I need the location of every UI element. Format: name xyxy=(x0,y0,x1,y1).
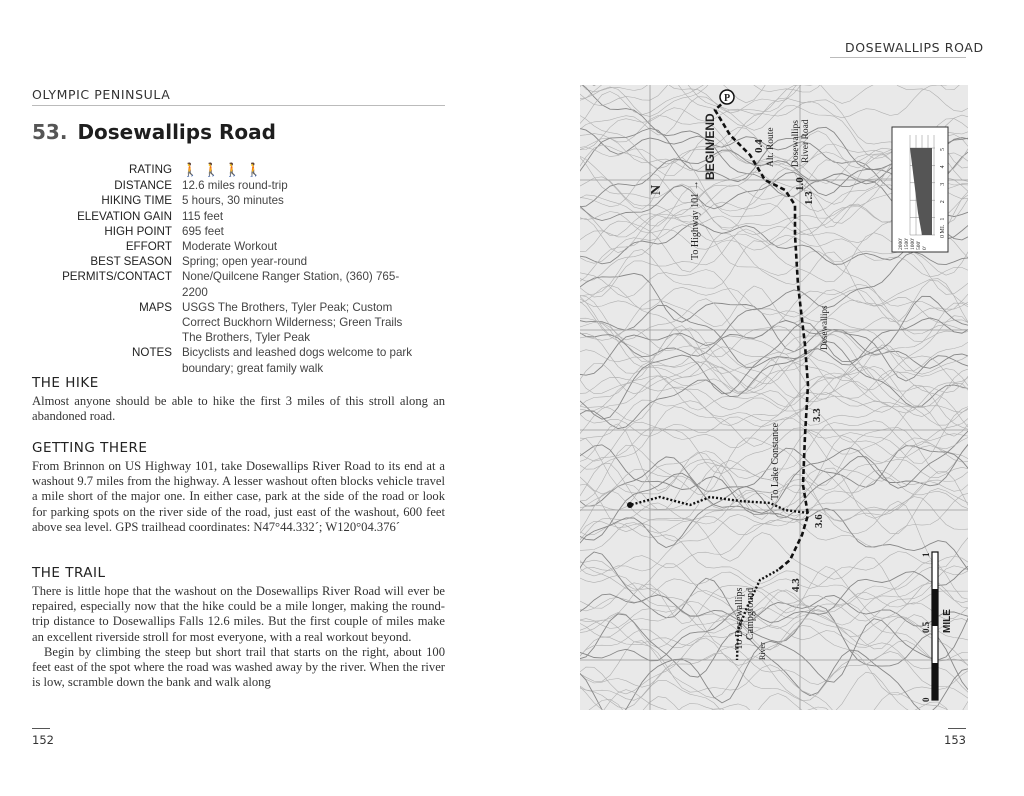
stat-label: PERMITS/CONTACT xyxy=(62,270,172,284)
parking-label: P xyxy=(723,93,731,104)
to-campground-label: Campground xyxy=(745,587,756,640)
paragraph: From Brinnon on US Highway 101, take Dosewallips River Road to its end at a washout 9.7 miles from the highway. A lesser washout often blocks vehicle travel a mile short of the major one. In either case, park at the side of the road or look for parking spots on the river side of the road, just east of the washout, 600 feet above sea level. GPS trailhead coordinates: N47°44.332´; W120°04.376´ xyxy=(32,459,445,534)
page-number-left: 152 xyxy=(32,733,54,747)
mileage-marker: 1.3 xyxy=(803,191,815,205)
hiker-icon: 🚶 xyxy=(245,162,262,177)
stat-value: USGS The Brothers, Tyler Peak; Custom Correct Buckhorn Wilderness; Green Trails The Brothers, Tyler Peak xyxy=(182,300,403,345)
scale-bar xyxy=(921,552,953,702)
getting-there-text xyxy=(32,459,445,535)
profile-y-tick: 2000' xyxy=(898,238,904,250)
section-heading-getting-there: GETTING THERE xyxy=(32,440,148,456)
page-number-right: 153 xyxy=(944,733,966,747)
to-campground-label: To Dosewallips xyxy=(734,587,745,650)
stat-label: HIKING TIME xyxy=(101,194,172,208)
stat-row xyxy=(32,254,422,269)
road-label: Dosewallips xyxy=(791,120,801,167)
hiker-icon: 🚶 xyxy=(203,162,220,177)
topographic-map xyxy=(580,85,968,710)
mileage-marker: 3.3 xyxy=(811,408,823,422)
stat-label: ELEVATION GAIN xyxy=(77,209,172,223)
stat-row xyxy=(32,224,422,239)
scale-unit: MILE xyxy=(942,609,953,633)
header-rule xyxy=(32,105,445,106)
stat-row xyxy=(32,193,422,208)
stat-row xyxy=(32,209,422,224)
profile-x-tick: 0 MI. xyxy=(940,224,946,238)
profile-x-tick: 3 xyxy=(940,182,946,186)
stat-value: 695 feet xyxy=(182,224,224,238)
stat-value: Bicyclists and leashed dogs welcome to park boundary; great family walk xyxy=(182,346,413,375)
profile-y-tick: 1500' xyxy=(904,238,910,250)
mileage-marker: 1.0 xyxy=(794,177,806,191)
stat-label: BEST SEASON xyxy=(90,255,172,269)
lake-constance-marker xyxy=(627,502,633,508)
stat-value: 5 hours, 30 minutes xyxy=(182,194,284,208)
running-head-left: OLYMPIC PENINSULA xyxy=(32,87,171,102)
profile-x-tick: 5 xyxy=(940,148,946,151)
profile-x-tick: 1 xyxy=(940,217,946,221)
paragraph: There is little hope that the washout on the Dosewallips River Road will ever be repaired, especially now that the hike could be a mile longer, making the round-trip distance to Dosewallips Falls 12.6 miles. But the first couple of miles make an excellent riverside stroll for most everyone, with a real workout beyond. xyxy=(32,584,445,644)
profile-x-tick: 4 xyxy=(940,165,946,169)
river-label: River xyxy=(758,642,767,660)
section-heading-hike: THE HIKE xyxy=(32,375,99,391)
hike-stats xyxy=(32,162,422,376)
mileage-marker: 3.6 xyxy=(813,514,825,528)
hike-text xyxy=(32,394,445,424)
hike-title xyxy=(32,120,276,144)
stat-row xyxy=(32,300,422,346)
stat-value: 12.6 miles round-trip xyxy=(182,179,288,193)
hike-name: Dosewallips Road xyxy=(77,120,276,144)
mileage-marker: 4.3 xyxy=(790,578,802,592)
scale-tick: 1 xyxy=(921,552,931,557)
stat-value: Spring; open year-round xyxy=(182,255,308,269)
header-rule xyxy=(830,57,966,58)
stat-row xyxy=(32,239,422,254)
paragraph: Begin by climbing the steep but short trail that starts on the right, about 100 feet east of the spot where the road was washed away by the river. When the river is low, scramble down the bank and walk along xyxy=(32,644,445,690)
stat-row xyxy=(32,178,422,193)
mileage-marker: 0.4 xyxy=(753,139,765,153)
stat-label: HIGH POINT xyxy=(104,224,172,238)
profile-y-tick: 1000' xyxy=(910,238,916,250)
profile-y-tick: 0' xyxy=(922,246,928,250)
stat-value: None/Quilcene Ranger Station, (360) 765-2200 xyxy=(182,270,400,299)
hiker-icon: 🚶 xyxy=(224,162,241,177)
scale-tick: 0 xyxy=(921,697,931,702)
scale-tick: 0.5 xyxy=(921,621,931,633)
stat-label: MAPS xyxy=(139,300,172,314)
stat-value: Moderate Workout xyxy=(182,240,278,254)
stat-value xyxy=(182,162,422,178)
stat-row xyxy=(32,162,422,178)
stat-label: RATING xyxy=(129,163,172,176)
river-label: Dosewallips xyxy=(819,305,829,350)
alt-route-label: Alt. Route xyxy=(766,127,776,167)
profile-y-tick: 500' xyxy=(916,240,922,250)
hiker-icon: 🚶 xyxy=(182,162,199,177)
stat-row xyxy=(32,345,422,375)
map-labels xyxy=(649,113,829,660)
page-number-rule xyxy=(948,728,966,729)
to-highway-label: To Highway 101 → xyxy=(690,180,701,260)
running-head-right: DOSEWALLIPS ROAD xyxy=(845,40,984,55)
stat-label: NOTES xyxy=(132,346,172,360)
page-number-rule xyxy=(32,728,50,729)
to-lake-constance-label: To Lake Constance xyxy=(770,422,781,500)
begin-end-label: BEGIN/END xyxy=(703,113,717,180)
hike-number: 53. xyxy=(32,120,68,144)
stat-label: EFFORT xyxy=(125,240,172,254)
paragraph: Almost anyone should be able to hike the first 3 miles of this stroll along an abandoned road. xyxy=(32,394,445,424)
stat-value: 115 feet xyxy=(182,209,224,223)
road-label: River Road xyxy=(801,119,811,163)
trail-text xyxy=(32,584,445,690)
elevation-profile xyxy=(892,127,948,252)
section-heading-trail: THE TRAIL xyxy=(32,565,106,581)
profile-x-tick: 2 xyxy=(940,200,946,204)
stat-row xyxy=(32,269,422,299)
north-arrow-icon: N xyxy=(649,184,664,195)
stat-label: DISTANCE xyxy=(114,179,172,193)
